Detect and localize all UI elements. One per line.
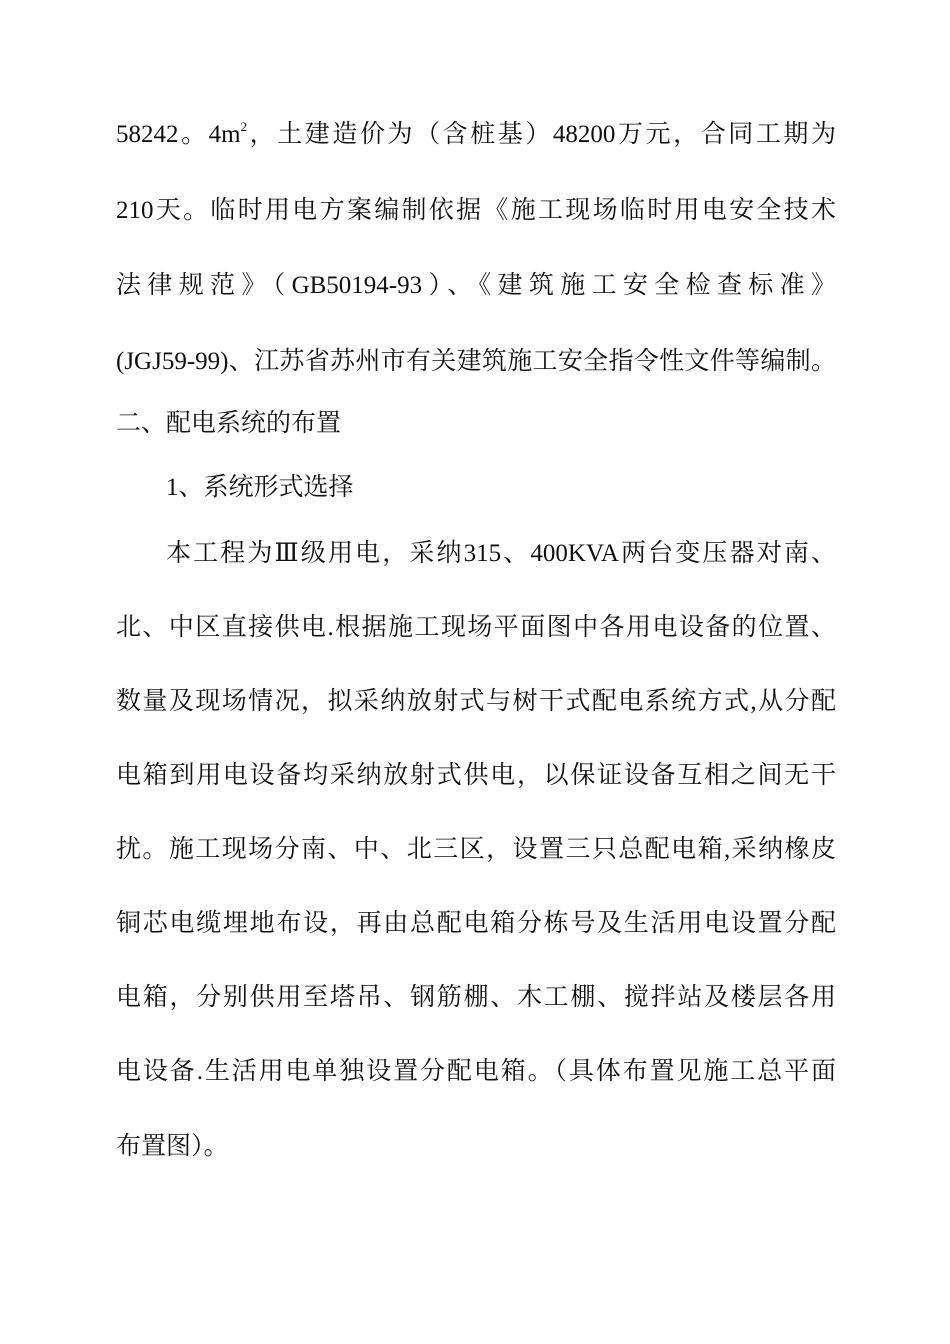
para2-line-7: 电箱，分别供用至塔吊、钢筋棚、木工棚、搅拌站及楼层各用 — [116, 984, 836, 1011]
para1-line-4: (JGJ59-99)、江苏省苏州市有关建筑施工安全指令性文件等编制。 — [116, 348, 836, 375]
para2-line-6: 铜芯电缆埋地布设，再由总配电箱分栋号及生活用电设置分配 — [116, 910, 836, 937]
para1-line-1-start: 58242。4m — [116, 121, 241, 148]
para1-line-1 — [116, 119, 836, 151]
para1-line-3: 法律规范》（GB50194-93）、《建筑施工安全检查标准》 — [116, 272, 836, 299]
para2-line-3: 数量及现场情况，拟采纳放射式与树干式配电系统方式,从分配 — [116, 688, 836, 715]
subsection-heading: 1、系统形式选择 — [166, 474, 354, 501]
para2-line-8: 电设备.生活用电单独设置分配电箱。（具体布置见施工总平面 — [116, 1058, 836, 1085]
para1-line-2: 210天。临时用电方案编制依据《施工现场临时用电安全技术 — [116, 197, 836, 224]
para2-line-2: 北、中区直接供电.根据施工现场平面图中各用电设备的位置、 — [116, 614, 836, 641]
section-heading: 二、配电系统的布置 — [116, 410, 342, 437]
para2-line-5: 扰。施工现场分南、中、北三区，设置三只总配电箱,采纳橡皮 — [116, 836, 836, 863]
para2-line-1: 本工程为Ⅲ级用电，采纳315、400KVA两台变压器对南、 — [166, 540, 836, 567]
para2-line-9: 布置图）。 — [116, 1133, 229, 1160]
superscript-2: 2 — [240, 119, 248, 134]
para1-line-1-end: ，土建造价为（含桩基）48200万元，合同工期为 — [247, 121, 836, 148]
para2-line-4: 电箱到用电设备均采纳放射式供电，以保证设备互相之间无干 — [116, 762, 836, 789]
